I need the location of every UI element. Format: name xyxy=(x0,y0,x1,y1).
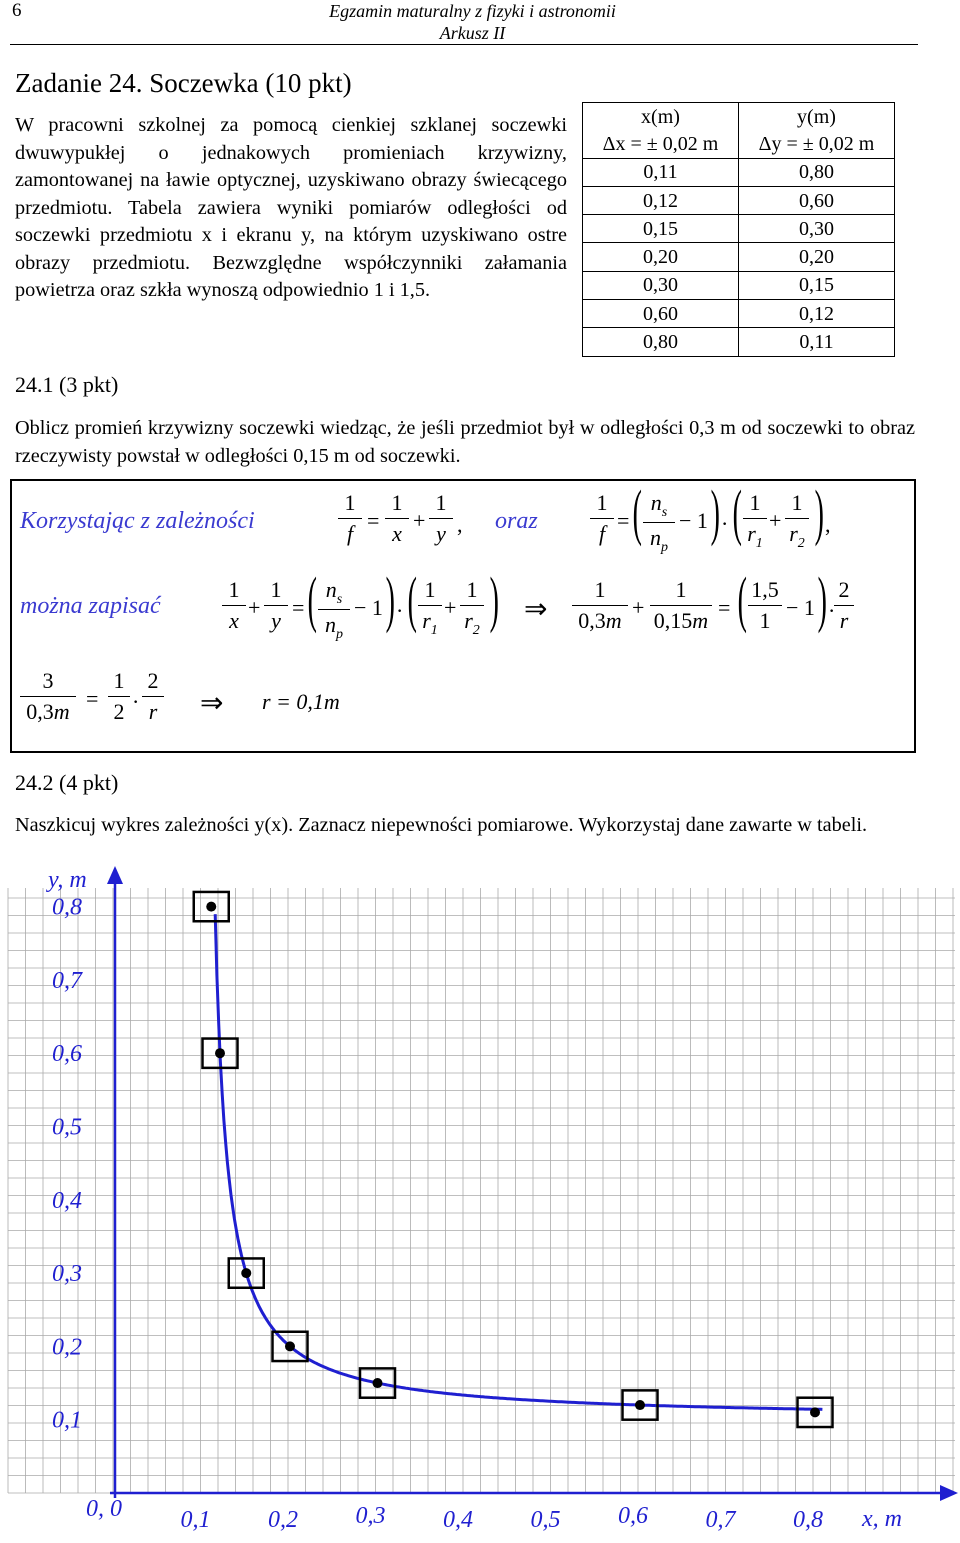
exam-title-line2: Arkusz II xyxy=(439,23,506,43)
answer-lead-1: Korzystając z zależności xyxy=(20,508,255,534)
table-cell: 0,15 xyxy=(739,271,895,299)
task-intro: W pracowni szkolnej za pomocą cienkiej szklanej soczewki dwuwypukłej o jednakowych promieniach krzywizny, zamontowanej na ławie optycznej, uzyskiwano obrazy świecącego przedmiotu. Tabela zawiera wyniki pomiarów odległości od soczewki przedmiotu x i ekranu y, na którym uzyskiwano ostre obrazy przedmiotu. Bezwzględne współczynniki załamania powietrza oraz szkła wynoszą odpowiednio 1 i 1,5. xyxy=(15,114,567,301)
lens-formula: 1 f = 1 x + 1 y , xyxy=(333,490,463,560)
part1-title: 24.1 (3 pkt) xyxy=(15,372,119,397)
measurement-table xyxy=(582,102,895,357)
data-point xyxy=(373,1378,383,1388)
table-cell: 0,12 xyxy=(583,186,739,214)
table-header-y: y(m) xyxy=(739,103,895,131)
exam-title-line1: Egzamin maturalny z fizyki i astronomii xyxy=(329,1,616,21)
table-uncertainty-y: Δy = ± 0,02 m xyxy=(739,130,895,158)
table-cell: 0,11 xyxy=(583,158,739,186)
lensmaker-formula: 1 f = ( $n_s$ $n_p$ − 1 ) · ( 1 $r_1$ + 1 $r_2$ ) , xyxy=(585,485,845,565)
exam-title xyxy=(300,0,645,44)
y-tick-label: 0,8 xyxy=(52,894,82,921)
answer-connector: oraz xyxy=(495,508,538,534)
x-tick-label: 0,4 xyxy=(443,1507,473,1533)
combined-formula: 1 x + 1 y = ( $n_s$ $n_p$ − 1 ) · ( 1 $r_1$ + 1 $r_2$ ) xyxy=(222,572,512,652)
task-title: Zadanie 24. Soczewka (10 pkt) xyxy=(15,68,352,98)
table-cell: 0,11 xyxy=(739,328,895,356)
part2-title: 24.2 (4 pkt) xyxy=(15,770,119,795)
x-tick-label: 0,5 xyxy=(530,1507,561,1533)
data-point xyxy=(810,1407,820,1417)
substituted-formula: 1 0,3m + 1 0,15m = ( 1,5 1 − 1 ) · 2 r xyxy=(572,572,862,652)
y-tick-label: 0,1 xyxy=(52,1407,82,1434)
table-header-row xyxy=(583,103,895,131)
x-tick-label: 0,6 xyxy=(618,1503,648,1529)
y-axis-arrow-icon xyxy=(107,866,123,884)
sketch-graph xyxy=(0,860,960,1543)
table-cell: 0,80 xyxy=(583,328,739,356)
table-header-x: x(m) xyxy=(583,103,739,131)
data-points xyxy=(194,892,833,1427)
table-cell: 0,20 xyxy=(583,243,739,271)
y-tick-label: 0,2 xyxy=(52,1334,82,1361)
table-cell: 0,80 xyxy=(739,158,895,186)
table-row xyxy=(583,243,895,271)
x-axis-label: x, m xyxy=(862,1506,902,1532)
y-tick-label: 0,7 xyxy=(52,967,82,994)
data-point xyxy=(285,1341,295,1351)
table-row xyxy=(583,300,895,328)
radius-result: r = 0,1m xyxy=(262,689,340,714)
y-axis-label: y, m xyxy=(48,867,87,893)
table-cell: 0,30 xyxy=(739,215,895,243)
x-tick-label: 0,8 xyxy=(793,1507,823,1533)
x-tick-label: 0,7 xyxy=(705,1507,736,1533)
table-row xyxy=(583,328,895,356)
y-tick-label: 0,6 xyxy=(52,1041,82,1068)
table-cell: 0,20 xyxy=(739,243,895,271)
table-cell: 0,30 xyxy=(583,271,739,299)
x-tick-label: 0,3 xyxy=(355,1503,386,1529)
data-point xyxy=(215,1048,225,1058)
table-row xyxy=(583,215,895,243)
part1-question: Oblicz promień krzywizny soczewki wiedząc, że jeśli przedmiot był w odległości 0,3 m od soczewki to obraz rzeczywisty powstał w odległości 0,15 m od soczewki. xyxy=(15,417,915,467)
graph-tick-labels xyxy=(46,867,902,1533)
table-uncertainty-row xyxy=(583,130,895,158)
table-cell: 0,15 xyxy=(583,215,739,243)
data-point xyxy=(635,1400,645,1410)
header-divider xyxy=(10,44,918,45)
table-uncertainty-x: Δx = ± 0,02 m xyxy=(583,130,739,158)
graph-grid xyxy=(8,888,955,1493)
y-tick-label: 0,5 xyxy=(52,1114,82,1141)
table-cell: 0,60 xyxy=(583,300,739,328)
x-tick-label: 0,2 xyxy=(268,1507,298,1533)
table-row xyxy=(583,158,895,186)
table-row xyxy=(583,271,895,299)
implies-arrow-icon: ⇒ xyxy=(200,688,224,719)
data-point xyxy=(206,902,216,912)
implies-arrow-icon: ⇒ xyxy=(524,594,548,625)
part2-question: Naszkicuj wykres zależności y(x). Zaznacz niepewności pomiarowe. Wykorzystaj dane zawarte w tabeli. xyxy=(15,814,868,836)
table-cell: 0,60 xyxy=(739,186,895,214)
answer-lead-2: można zapisać xyxy=(20,593,161,619)
table-row xyxy=(583,186,895,214)
table-cell: 0,12 xyxy=(739,300,895,328)
data-point xyxy=(241,1268,251,1278)
page-number: 6 xyxy=(12,0,22,21)
origin-label: 0, 0 xyxy=(86,1496,122,1522)
x-axis-arrow-icon xyxy=(940,1485,958,1501)
radius-equation: 3 0,3m = 1 2 · 2 r xyxy=(20,668,200,748)
y-tick-label: 0,4 xyxy=(52,1187,82,1214)
x-tick-label: 0,1 xyxy=(180,1507,211,1533)
y-tick-label: 0,3 xyxy=(52,1261,82,1288)
